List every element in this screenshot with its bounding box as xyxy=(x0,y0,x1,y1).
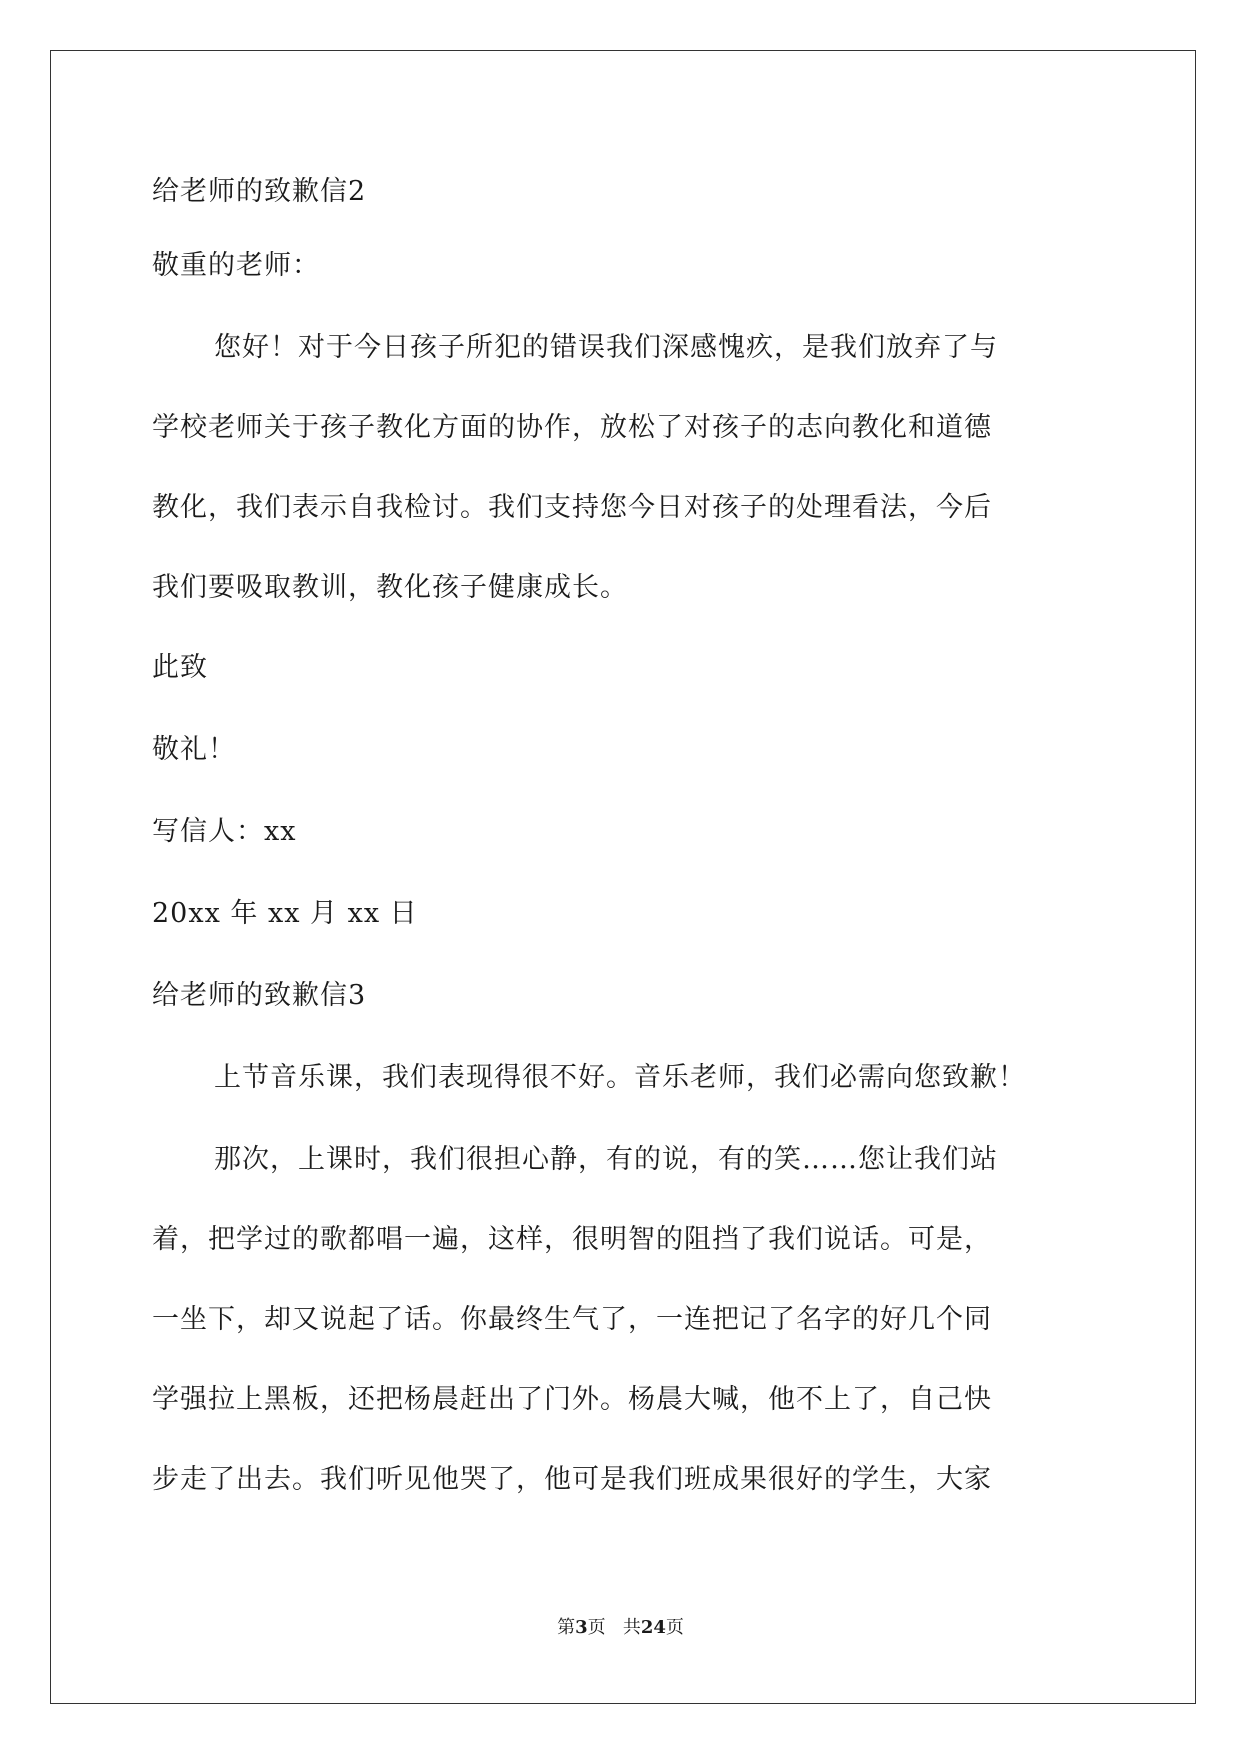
body-line: 学强拉上黑板，还把杨晨赶出了门外。杨晨大喊，他不上了，自己快 xyxy=(152,1384,992,1415)
footer-page-suffix: 页 xyxy=(587,1617,606,1638)
salutation: 敬重的老师： xyxy=(152,250,320,281)
footer-total-prefix: 共 xyxy=(622,1617,641,1638)
signature: 写信人：xx xyxy=(152,816,297,847)
body-line: 我们要吸取教训，教化孩子健康成长。 xyxy=(152,572,628,603)
letter-date: 20xx 年 xx 月 xx 日 xyxy=(152,898,418,929)
footer-prefix: 第 xyxy=(557,1617,576,1638)
page-border xyxy=(50,50,1196,1704)
body-line: 一坐下，却又说起了话。你最终生气了，一连把记了名字的好几个同 xyxy=(152,1304,992,1335)
body-line: 您好！对于今日孩子所犯的错误我们深感愧疚，是我们放弃了与 xyxy=(214,332,998,363)
footer-total-suffix: 页 xyxy=(665,1617,684,1638)
current-page-number: 3 xyxy=(575,1617,588,1638)
closing-regards: 敬礼！ xyxy=(152,734,236,765)
body-line: 那次，上课时，我们很担心静，有的说，有的笑……您让我们站 xyxy=(214,1144,998,1175)
page-footer xyxy=(0,1616,1241,1640)
body-line: 教化，我们表示自我检讨。我们支持您今日对孩子的处理看法，今后 xyxy=(152,492,992,523)
body-line: 学校老师关于孩子教化方面的协作，放松了对孩子的志向教化和道德 xyxy=(152,412,992,443)
closing-phrase: 此致 xyxy=(152,652,208,683)
body-line: 上节音乐课，我们表现得很不好。音乐老师，我们必需向您致歉！ xyxy=(214,1062,1026,1093)
total-page-count: 24 xyxy=(640,1617,666,1638)
letter-title-3: 给老师的致歉信3 xyxy=(152,980,367,1011)
body-line: 着，把学过的歌都唱一遍，这样，很明智的阻挡了我们说话。可是， xyxy=(152,1224,992,1255)
body-line: 步走了出去。我们听见他哭了，他可是我们班成果很好的学生，大家 xyxy=(152,1464,992,1495)
letter-title-2: 给老师的致歉信2 xyxy=(152,176,367,207)
